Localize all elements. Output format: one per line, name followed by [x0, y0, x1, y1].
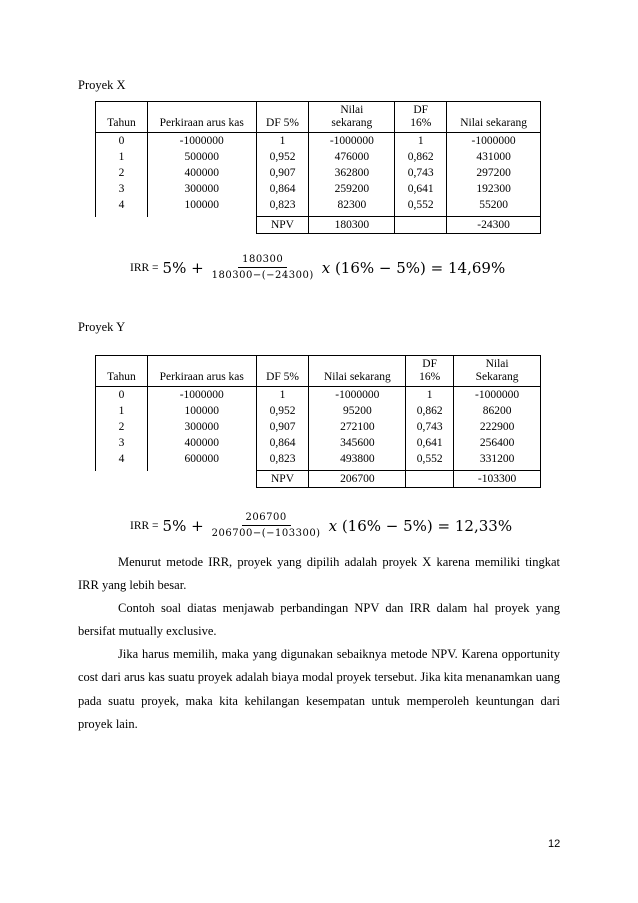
npv-df16-value: -103300: [454, 471, 541, 488]
npv-row: [96, 217, 541, 234]
irr-fraction: [212, 512, 321, 539]
irr-label: IRR =: [130, 261, 159, 274]
column-header: DF 16%: [395, 102, 447, 133]
paragraph: Contoh soal diatas menjawab perbandingan NPV dan IRR dalam hal proyek yang bersifat mutually exclusive.: [78, 601, 560, 639]
column-header: DF 5%: [256, 102, 309, 133]
table-proyek-x: [95, 101, 541, 234]
irr-result: 𝑥 (16% − 5%) = 12,33%: [328, 516, 513, 535]
column-header: Tahun: [96, 102, 148, 133]
irr-result: 𝑥 (16% − 5%) = 14,69%: [321, 258, 506, 277]
column-header: Nilai sekarang: [447, 102, 541, 133]
table-row: 2 300000 0,907 272100 0,743 222900: [96, 419, 541, 435]
irr-numerator: 180300: [238, 254, 287, 268]
irr-fraction: [212, 254, 314, 281]
table-row: 2 400000 0,907 362800 0,743 297200: [96, 165, 541, 181]
column-header: Perkiraan arus kas: [147, 102, 256, 133]
paragraph: Jika harus memilih, maka yang digunakan sebaiknya metode NPV. Karena opportunity cost dari arus kas suatu proyek adalah biaya modal proyek tersebut. Jika kita menanamkan uang pada suatu proyek, maka kita kehilangan kesempatan untuk memperoleh keuntungan dari proyek lain.: [78, 647, 560, 731]
table-row: 4 600000 0,823 493800 0,552 331200: [96, 451, 541, 471]
table-header-row: [96, 102, 541, 133]
table-row: 1 100000 0,952 95200 0,862 86200: [96, 403, 541, 419]
irr-denominator: 180300−(−24300): [211, 270, 314, 281]
section-title-proyek-y: Proyek Y: [78, 320, 126, 334]
table-row: 1 500000 0,952 476000 0,862 431000: [96, 149, 541, 165]
section-title-proyek-x: Proyek X: [78, 78, 126, 92]
npv-label: NPV: [256, 217, 309, 234]
npv-df16-value: -24300: [447, 217, 541, 234]
npv-df5-value: 180300: [309, 217, 395, 234]
page-number: 12: [548, 838, 561, 850]
table-row: 3 300000 0,864 259200 0,641 192300: [96, 181, 541, 197]
irr-lead: 5% +: [162, 516, 204, 535]
table-header-row: [96, 356, 541, 387]
irr-formula-proyek-x: [130, 254, 505, 281]
irr-label: IRR =: [130, 519, 159, 532]
table-proyek-y: [95, 355, 541, 488]
irr-denominator: 206700−(−103300): [211, 528, 321, 539]
column-header: Nilai sekarang: [309, 356, 406, 387]
column-header: Perkiraan arus kas: [147, 356, 256, 387]
column-header: DF 16%: [406, 356, 454, 387]
column-header: Nilai Sekarang: [454, 356, 541, 387]
irr-numerator: 206700: [242, 512, 291, 526]
npv-row: [96, 471, 541, 488]
irr-formula-proyek-y: [130, 512, 512, 539]
npv-label: NPV: [256, 471, 309, 488]
table-row: 0 -1000000 1 -1000000 1 -1000000: [96, 387, 541, 404]
npv-df5-value: 206700: [309, 471, 406, 488]
table-row: 0 -1000000 1 -1000000 1 -1000000: [96, 133, 541, 150]
column-header: DF 5%: [256, 356, 309, 387]
table-row: 4 100000 0,823 82300 0,552 55200: [96, 197, 541, 217]
table-row: 3 400000 0,864 345600 0,641 256400: [96, 435, 541, 451]
paragraph: Menurut metode IRR, proyek yang dipilih adalah proyek X karena memiliki tingkat IRR yang lebih besar.: [78, 555, 560, 593]
irr-lead: 5% +: [162, 258, 204, 277]
column-header: Nilai sekarang: [309, 102, 395, 133]
column-header: Tahun: [96, 356, 148, 387]
